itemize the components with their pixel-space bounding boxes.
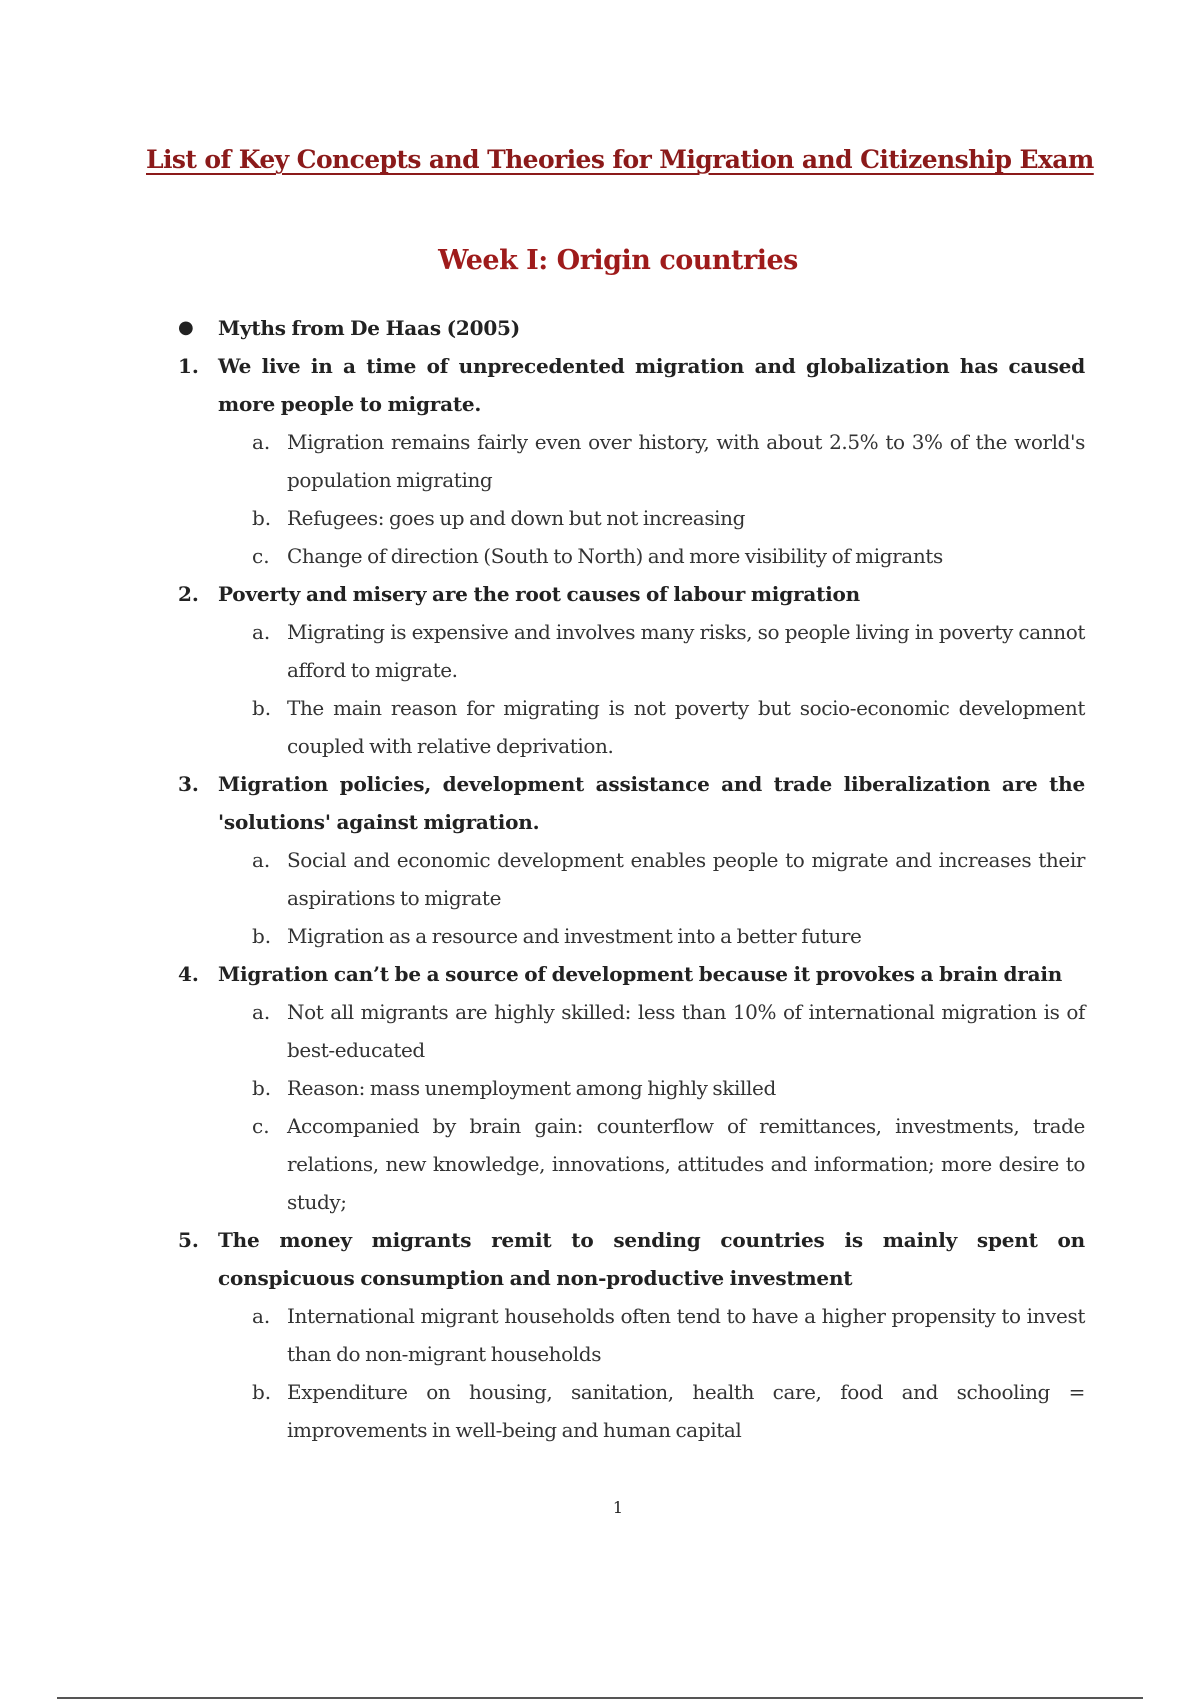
sub-item: [252, 1107, 1085, 1221]
sub-list: [252, 423, 1085, 575]
sub-item-letter: b.: [252, 1076, 272, 1100]
sub-item-text: Not all migrants are highly skilled: less than 10% of international migration is of best-educated: [287, 1000, 1085, 1062]
item-text: Migration can’t be a source of development because it provokes a brain drain: [218, 962, 1063, 986]
sub-item: [252, 499, 1085, 537]
sub-item: [252, 613, 1085, 689]
numbered-item: [178, 575, 1085, 613]
numbered-item: [178, 765, 1085, 841]
sub-item: [252, 841, 1085, 917]
sub-item-text: Change of direction (South to North) and more visibility of migrants: [287, 544, 943, 568]
footer-divider: [57, 1697, 1143, 1699]
sub-item-text: Expenditure on housing, sanitation, health care, food and schooling = improvements in well-being and human capital: [287, 1380, 1085, 1442]
item-text: We live in a time of unprecedented migration and globalization has caused more people to migrate.: [218, 354, 1085, 416]
sub-item-text: International migrant households often tend to have a higher propensity to invest than do non-migrant households: [287, 1304, 1085, 1366]
sub-item-letter: a.: [252, 620, 271, 644]
numbered-item: [178, 347, 1085, 423]
page-title: List of Key Concepts and Theories for Migration and Citizenship Exam: [146, 145, 1094, 174]
sub-item-text: Migrating is expensive and involves many risks, so people living in poverty cannot afford to migrate.: [287, 620, 1085, 682]
sub-item-letter: a.: [252, 430, 271, 454]
sub-item-text: Reason: mass unemployment among highly skilled: [287, 1076, 776, 1100]
sub-item-text: Accompanied by brain gain: counterflow of remittances, investments, trade relations, new knowledge, innovations, attitudes and information; more desire to study;: [287, 1114, 1085, 1214]
sub-item-text: Refugees: goes up and down but not increasing: [287, 506, 746, 530]
sub-item: [252, 537, 1085, 575]
sub-item-letter: b.: [252, 506, 272, 530]
item-text: Poverty and misery are the root causes of labour migration: [218, 582, 860, 606]
item-number: 3.: [178, 772, 199, 796]
sub-item-letter: a.: [252, 848, 271, 872]
sub-item: [252, 993, 1085, 1069]
sub-item-text: Social and economic development enables people to migrate and increases their aspirations to migrate: [287, 848, 1085, 910]
item-text: The money migrants remit to sending countries is mainly spent on conspicuous consumption and non-productive investment: [218, 1228, 1085, 1290]
sub-item-letter: a.: [252, 1304, 271, 1328]
sub-item-text: The main reason for migrating is not poverty but socio-economic development coupled with relative deprivation.: [287, 696, 1085, 758]
sub-item: [252, 1069, 1085, 1107]
bullet-marker-icon: ●: [178, 317, 194, 338]
week-heading: Week I: Origin countries: [438, 245, 798, 276]
sub-item: [252, 1373, 1085, 1449]
sub-item-letter: c.: [252, 1114, 270, 1138]
bullet-item: [178, 309, 1085, 347]
item-number: 4.: [178, 962, 199, 986]
sub-item-text: Migration remains fairly even over history, with about 2.5% to 3% of the world's population migrating: [287, 430, 1085, 492]
sub-item: [252, 1297, 1085, 1373]
sub-item: [252, 917, 1085, 955]
sub-item-letter: b.: [252, 924, 272, 948]
bullet-text: Myths from De Haas (2005): [218, 316, 521, 340]
sub-list: [252, 613, 1085, 765]
item-number: 1.: [178, 354, 199, 378]
sub-list: [252, 841, 1085, 955]
numbered-item: [178, 955, 1085, 993]
sub-item-letter: b.: [252, 1380, 272, 1404]
sub-item-letter: a.: [252, 1000, 271, 1024]
sub-item: [252, 689, 1085, 765]
sub-item-text: Migration as a resource and investment into a better future: [287, 924, 862, 948]
sub-item-letter: b.: [252, 696, 272, 720]
item-number: 2.: [178, 582, 199, 606]
sub-list: [252, 993, 1085, 1221]
page-number: 1: [612, 1498, 624, 1517]
content-body: [178, 309, 1085, 1449]
sub-list: [252, 1297, 1085, 1449]
item-number: 5.: [178, 1228, 199, 1252]
sub-item: [252, 423, 1085, 499]
numbered-item: [178, 1221, 1085, 1297]
item-text: Migration policies, development assistance and trade liberalization are the 'solutions' against migration.: [218, 772, 1085, 834]
sub-item-letter: c.: [252, 544, 270, 568]
